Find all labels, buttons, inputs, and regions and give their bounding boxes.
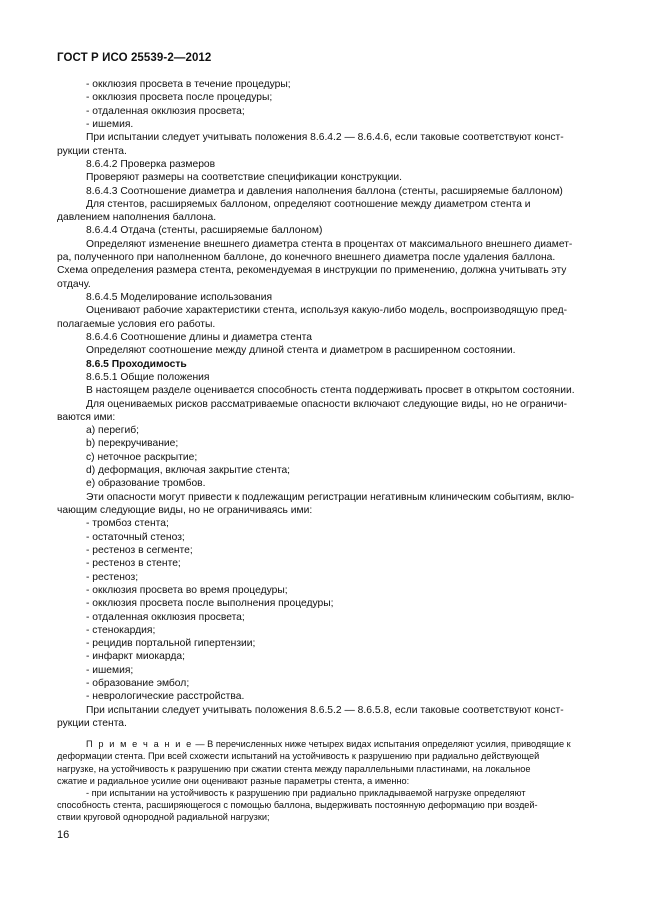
paragraph: Для оцениваемых рисков рассматриваемые опасности включают следующие виды, но не ограничи-	[86, 398, 568, 410]
paragraph: полагаемые условия его работы.	[57, 318, 216, 330]
paragraph: Для стентов, расширяемых баллоном, определяют соотношение между диаметром стента и	[86, 198, 531, 210]
note-line: нагрузке, на устойчивость к разрушению при сжатии стента между параллельными пластинами, на локальное	[57, 763, 531, 774]
list-item: - рестеноз в стенте;	[86, 558, 181, 570]
list-item: - неврологические расстройства.	[86, 691, 245, 703]
list-item: - остаточный стеноз;	[86, 531, 185, 543]
note-label: П р и м е ч а н и е	[86, 739, 193, 750]
paragraph: давлением наполнения баллона.	[57, 212, 217, 224]
note-line: ствии круговой однородной радиальной нагрузки;	[57, 811, 270, 822]
list-item: - окклюзия просвета после процедуры;	[86, 92, 273, 104]
paragraph: Определяют изменение внешнего диаметра стента в процентах от максимального внешнего диамет-	[86, 238, 573, 250]
paragraph: чающим следующие виды, но не ограничиваясь ими:	[57, 505, 313, 516]
list-item: - инфаркт миокарда;	[86, 651, 185, 663]
note-line: сжатие и радиальное усилие они оценивают разные параметры стента, а именно:	[57, 775, 410, 786]
paragraph: В настоящем разделе оценивается способность стента поддерживать просвет в открытом состоянии.	[86, 385, 575, 397]
list-item: - тромбоз стента;	[86, 518, 169, 530]
note-text: — В перечисленных ниже четырех видах испытания определяют усилия, приводящие к	[192, 739, 571, 750]
list-item: - отдаленная окклюзия просвета;	[86, 611, 245, 623]
paragraph: отдачу.	[57, 278, 91, 290]
section-heading: 8.6.5.1 Общие положения	[86, 371, 210, 383]
list-item: - окклюзия просвета после выполнения процедуры;	[86, 598, 334, 610]
paragraph: рукции стента.	[57, 718, 127, 729]
note-block	[57, 738, 593, 823]
note-line: - при испытании на устойчивость к разрушению при радиально прикладываемой нагрузке определяют	[86, 787, 526, 798]
paragraph: Определяют соотношение между длиной стента и диаметром в расширенном состоянии.	[86, 345, 516, 357]
paragraph: При испытании следует учитывать положения 8.6.5.2 — 8.6.5.8, если таковые соответствуют конст-	[86, 704, 564, 716]
document-header: ГОСТ Р ИСО 25539-2—2012	[57, 52, 212, 64]
list-item: e) образование тромбов.	[86, 478, 206, 490]
section-heading-bold: 8.6.5 Проходимость	[86, 358, 187, 370]
paragraph: ваются ими:	[57, 411, 116, 423]
list-item: - отдаленная окклюзия просвета;	[86, 105, 245, 117]
list-item: a) перегиб;	[86, 425, 140, 437]
section-heading: 8.6.4.4 Отдача (стенты, расширяемые баллоном)	[86, 225, 323, 237]
note-line	[57, 738, 593, 750]
list-item: - окклюзия просвета в течение процедуры;	[86, 79, 291, 90]
list-item: - окклюзия просвета во время процедуры;	[86, 584, 288, 596]
paragraph: Эти опасности могут привести к подлежащим регистрации негативным клиническим событиям, вклю-	[86, 491, 575, 503]
list-item: - стенокардия;	[86, 624, 156, 636]
page-number: 16	[57, 829, 70, 841]
list-item: c) неточное раскрытие;	[86, 451, 198, 463]
paragraph: При испытании следует учитывать положения 8.6.4.2 — 8.6.4.6, если таковые соответствуют конст-	[86, 132, 564, 144]
list-item: - рецидив портальной гипертензии;	[86, 638, 256, 650]
paragraph: Оценивают рабочие характеристики стента, используя какую-либо модель, воспроизводящую пред-	[86, 305, 568, 317]
paragraph: Проверяют размеры на соответствие спецификации конструкции.	[86, 172, 403, 184]
list-item: - рестеноз;	[86, 571, 139, 583]
paragraph: ра, полученного при наполненном баллоне, до конечного внешнего диаметра после удаления баллона.	[57, 252, 556, 264]
list-item: - рестеноз в сегменте;	[86, 544, 193, 556]
section-heading: 8.6.4.6 Соотношение длины и диаметра стента	[86, 331, 312, 343]
list-item: b) перекручивание;	[86, 438, 179, 450]
section-heading: 8.6.4.2 Проверка размеров	[86, 158, 216, 170]
list-item: - ишемия.	[86, 118, 134, 130]
paragraph: Схема определения размера стента, рекомендуемая в инструкции по применению, должна учитывать эту	[57, 265, 567, 277]
page-body	[57, 78, 593, 823]
section-heading: 8.6.4.3 Соотношение диаметра и давления наполнения баллона (стенты, расширяемые баллоном)	[86, 185, 563, 197]
note-line: способность стента, расширяющегося с помощью баллона, выдерживать постоянную деформацию при воздей-	[57, 799, 538, 810]
list-item: d) деформация, включая закрытие стента;	[86, 465, 291, 477]
paragraph: рукции стента.	[57, 145, 127, 157]
section-heading: 8.6.4.5 Моделирование использования	[86, 292, 273, 303]
list-item: - образование эмбол;	[86, 678, 190, 690]
list-item: - ишемия;	[86, 664, 134, 676]
note-line: деформации стента. При всей схожести испытаний на устойчивость к разрушению при радиально действующей	[57, 751, 540, 762]
